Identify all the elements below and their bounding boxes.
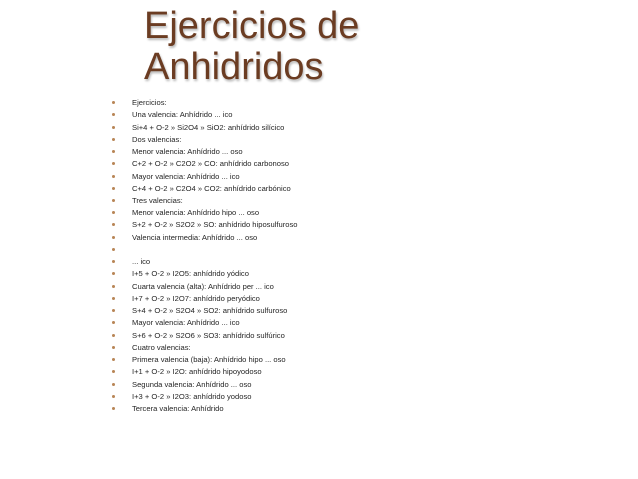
slide-title: [144, 6, 359, 88]
bullet-text: I+1 + O-2 » I2O: anhídrido hipoyodoso: [132, 367, 262, 377]
bullet-icon: [112, 236, 115, 239]
bullet-text: Una valencia: Anhídrido ... ico: [132, 110, 233, 120]
bullet-text: S+6 + O-2 » S2O6 » SO3: anhídrido sulfúrico: [132, 330, 285, 340]
bullet-text: Cuarta valencia (alta): Anhídrido per ... ico: [132, 281, 274, 291]
bullet-text: C+2 + O-2 » C2O2 » CO: anhídrido carbonoso: [132, 159, 290, 169]
bullet-icon: [112, 248, 115, 251]
bullet-text: Cuatro valencias:: [132, 342, 191, 352]
bullet-text: Segunda valencia: Anhídrido ... oso: [132, 379, 252, 389]
bullet-icon: [112, 383, 115, 386]
bullet-icon: [112, 334, 115, 337]
bullet-icon: [112, 358, 115, 361]
bullet-text: Valencia intermedia: Anhídrido ... oso: [132, 232, 258, 242]
bullet-text: Tres valencias:: [132, 195, 183, 205]
bullet-icon: [112, 272, 115, 275]
bullet-text: Dos valencias:: [132, 134, 182, 144]
bullet-icon: [112, 407, 115, 410]
bullet-icon: [112, 150, 115, 153]
bullet-text: S+2 + O-2 » S2O2 » SO: anhídrido hiposulfuroso: [132, 220, 298, 230]
bullet-text: Si+4 + O-2 » Si2O4 » SiO2: anhídrido silícico: [132, 122, 285, 132]
bullet-text: ... ico: [132, 257, 151, 267]
bullet-text: S+4 + O-2 » S2O4 » SO2: anhídrido sulfuroso: [132, 306, 288, 316]
bullet-text: I+5 + O-2 » I2O5: anhídrido yódico: [132, 269, 249, 279]
bullet-icon: [112, 199, 115, 202]
bullet-icon: [112, 309, 115, 312]
bullet-icon: [112, 285, 115, 288]
bullet-icon: [112, 126, 115, 129]
bullet-text: I+3 + O-2 » I2O3: anhídrido yodoso: [132, 391, 252, 401]
bullet-icon: [112, 187, 115, 190]
bullet-icon: [112, 162, 115, 165]
bullet-text: I+7 + O-2 » I2O7: anhídrido peryódico: [132, 293, 260, 303]
bullet-icon: [112, 297, 115, 300]
bullet-icon: [112, 321, 115, 324]
bullet-icon: [112, 113, 115, 116]
slide-title-line-1: Ejercicios de: [144, 5, 360, 47]
bullet-text: C+4 + O-2 » C2O4 » CO2: anhídrido carbónico: [132, 183, 291, 193]
bullet-text: Ejercicios:: [132, 98, 167, 108]
slide-title-line-2: Anhidridos: [144, 46, 324, 88]
bullet-text: Tercera valencia: Anhídrido: [132, 403, 224, 413]
bullet-text: Menor valencia: Anhídrido hipo ... oso: [132, 208, 260, 218]
bullet-text: Mayor valencia: Anhídrido ... ico: [132, 171, 240, 181]
bullet-icon: [112, 101, 115, 104]
bullet-icon: [112, 370, 115, 373]
bullet-icon: [112, 138, 115, 141]
bullet-text: Menor valencia: Anhídrido ... oso: [132, 147, 243, 157]
bullet-icon: [112, 260, 115, 263]
bullet-icon: [112, 395, 115, 398]
bullet-icon: [112, 211, 115, 214]
bullet-text: Primera valencia (baja): Anhídrido hipo ... oso: [132, 355, 286, 365]
bullet-icon: [112, 175, 115, 178]
bullet-icon: [112, 223, 115, 226]
bullet-text: Mayor valencia: Anhídrido ... ico: [132, 318, 240, 328]
bullet-icon: [112, 346, 115, 349]
